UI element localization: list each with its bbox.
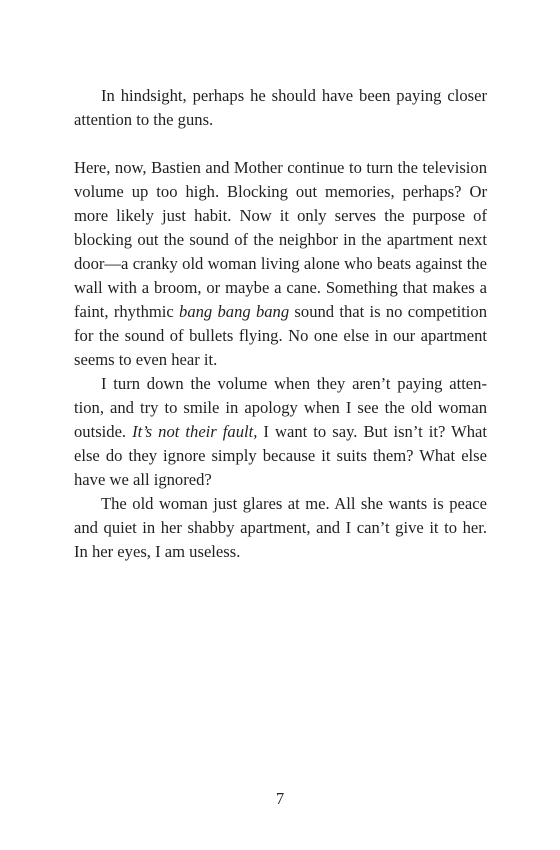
italic-text: bang bang bang bbox=[179, 302, 290, 321]
text-segment: In hindsight, perhaps he should have been paying closer attention to the guns. bbox=[74, 86, 487, 129]
body-text bbox=[74, 84, 487, 564]
italic-text: It’s not their fault, bbox=[132, 422, 258, 441]
text-segment: The old woman just glares at me. All she wants is peace and quiet in her shabby apartment, and I can’t give it to her. In her eyes, I am useless. bbox=[74, 494, 487, 561]
paragraph-old-woman bbox=[74, 492, 487, 564]
text-segment: sound that is no competition for the sound of bullets flying. No one else in our apartment seems to even hear it. bbox=[74, 302, 488, 369]
paragraph-hindsight bbox=[74, 84, 487, 132]
paragraph-television bbox=[74, 156, 487, 372]
paragraph-volume bbox=[74, 372, 487, 492]
text-segment: Here, now, Bastien and Mother continue to turn the television volume up too high. Blocking out memories, perhaps? Or more likely just habit. Now it only serves the purpose of blocking out the sound of the neighbor in the apartment next door—a cranky old woman living alone who beats against the wall with a broom, or maybe a cane. Something that makes a faint, rhythmic bbox=[74, 158, 487, 321]
text-segment: I turn down the volume when they aren’t paying attention, and try to smile in apology when I see the old woman outside. bbox=[74, 374, 487, 441]
text-segment: I want to say. But isn’t it? What else do they ignore simply because it suits them? What else have we all ignored? bbox=[74, 422, 488, 489]
page-number: 7 bbox=[275, 789, 285, 808]
